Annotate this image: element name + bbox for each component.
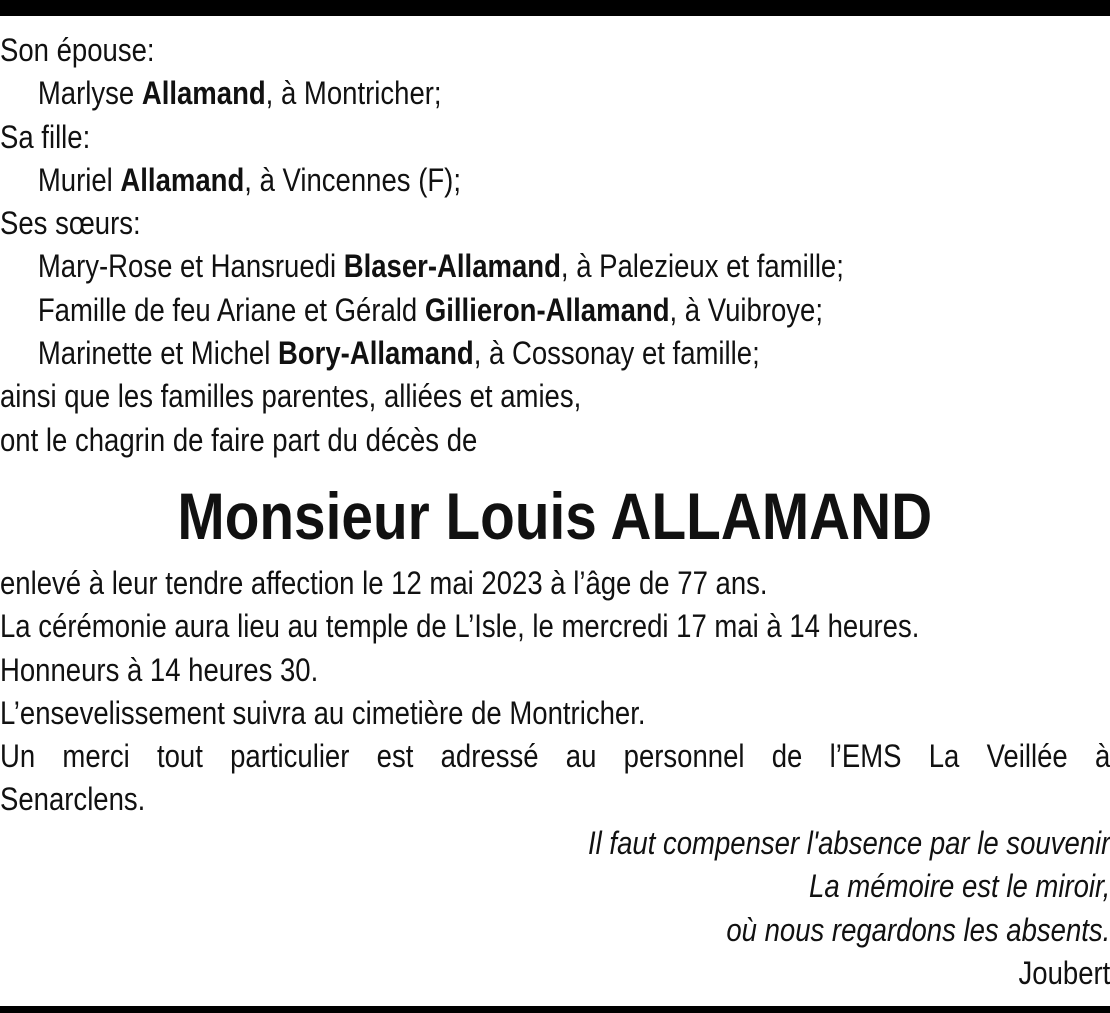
member-location: , à Vincennes (F); bbox=[244, 161, 461, 198]
member-first-names: Marinette et Michel bbox=[37, 335, 278, 372]
quote-author: Joubert bbox=[1018, 954, 1110, 991]
member-first-names: Mary-Rose et Hansruedi bbox=[37, 248, 344, 285]
bottom-rule bbox=[0, 1006, 1110, 1013]
member-first-names: Famille de feu Ariane et Gérald bbox=[37, 291, 425, 328]
thanks-word: au bbox=[565, 738, 597, 775]
member-location: , à Montricher; bbox=[265, 75, 442, 112]
thanks-word: Un bbox=[0, 738, 36, 775]
member-location: , à Palezieux et famille; bbox=[560, 248, 844, 285]
deceased-name-text: Monsieur Louis ALLAMAND bbox=[177, 479, 933, 553]
body-line: Honneurs à 14 heures 30. bbox=[0, 651, 319, 688]
thanks-word: particulier bbox=[230, 738, 350, 775]
thanks-word: est bbox=[376, 738, 414, 775]
thanks-word: Veillée bbox=[986, 738, 1068, 775]
thanks-word: de bbox=[771, 738, 803, 775]
quote-line: La mémoire est le miroir, bbox=[808, 868, 1110, 905]
member-location: , à Vuibroye; bbox=[669, 291, 823, 328]
member-surname: Allamand bbox=[141, 75, 266, 112]
family-member bbox=[0, 72, 1110, 115]
thanks-word: l’EMS bbox=[829, 738, 902, 775]
thanks-word: personnel bbox=[623, 738, 745, 775]
thanks-word: tout bbox=[156, 738, 203, 775]
quote-line: Il faut compenser l'absence par le souvenir bbox=[587, 825, 1110, 861]
member-first-names: Muriel bbox=[37, 161, 121, 198]
member-surname: Blaser-Allamand bbox=[343, 248, 561, 285]
member-location: , à Cossonay et famille; bbox=[473, 335, 760, 372]
family-list bbox=[0, 29, 955, 462]
member-surname: Bory-Allamand bbox=[277, 335, 474, 372]
intro-line: ont le chagrin de faire part du décès de bbox=[0, 421, 478, 458]
body-line: La cérémonie aura lieu au temple de L’Isle, le mercredi 17 mai à 14 heures. bbox=[0, 608, 920, 645]
thanks-word: à bbox=[1094, 738, 1110, 775]
announcement-body bbox=[0, 562, 1110, 822]
epitaph-quote bbox=[588, 822, 1110, 995]
top-rule bbox=[0, 0, 1110, 16]
body-line: enlevé à leur tendre affection le 12 mai 2023 à l’âge de 77 ans. bbox=[0, 565, 768, 601]
deceased-name bbox=[0, 476, 1110, 556]
intro-line: ainsi que les familles parentes, alliées et amies, bbox=[0, 378, 582, 415]
quote-line: où nous regardons les absents. bbox=[725, 911, 1110, 948]
family-member bbox=[0, 159, 1110, 202]
family-group-label: Ses sœurs: bbox=[0, 205, 141, 242]
family-group-label: Sa fille: bbox=[0, 118, 91, 155]
thanks-line bbox=[0, 735, 1110, 778]
thanks-word: adressé bbox=[440, 738, 539, 775]
thanks-word: merci bbox=[62, 738, 130, 775]
member-surname: Gillieron-Allamand bbox=[424, 291, 670, 328]
member-first-names: Marlyse bbox=[37, 75, 142, 112]
family-member bbox=[0, 332, 1110, 375]
family-member bbox=[0, 245, 1110, 288]
family-group-label: Son épouse: bbox=[0, 32, 155, 68]
thanks-word: La bbox=[928, 738, 960, 775]
thanks-line-end: Senarclens. bbox=[0, 781, 146, 818]
member-surname: Allamand bbox=[120, 161, 245, 198]
body-line: L’ensevelissement suivra au cimetière de Montricher. bbox=[0, 694, 646, 731]
family-member bbox=[0, 289, 1110, 332]
